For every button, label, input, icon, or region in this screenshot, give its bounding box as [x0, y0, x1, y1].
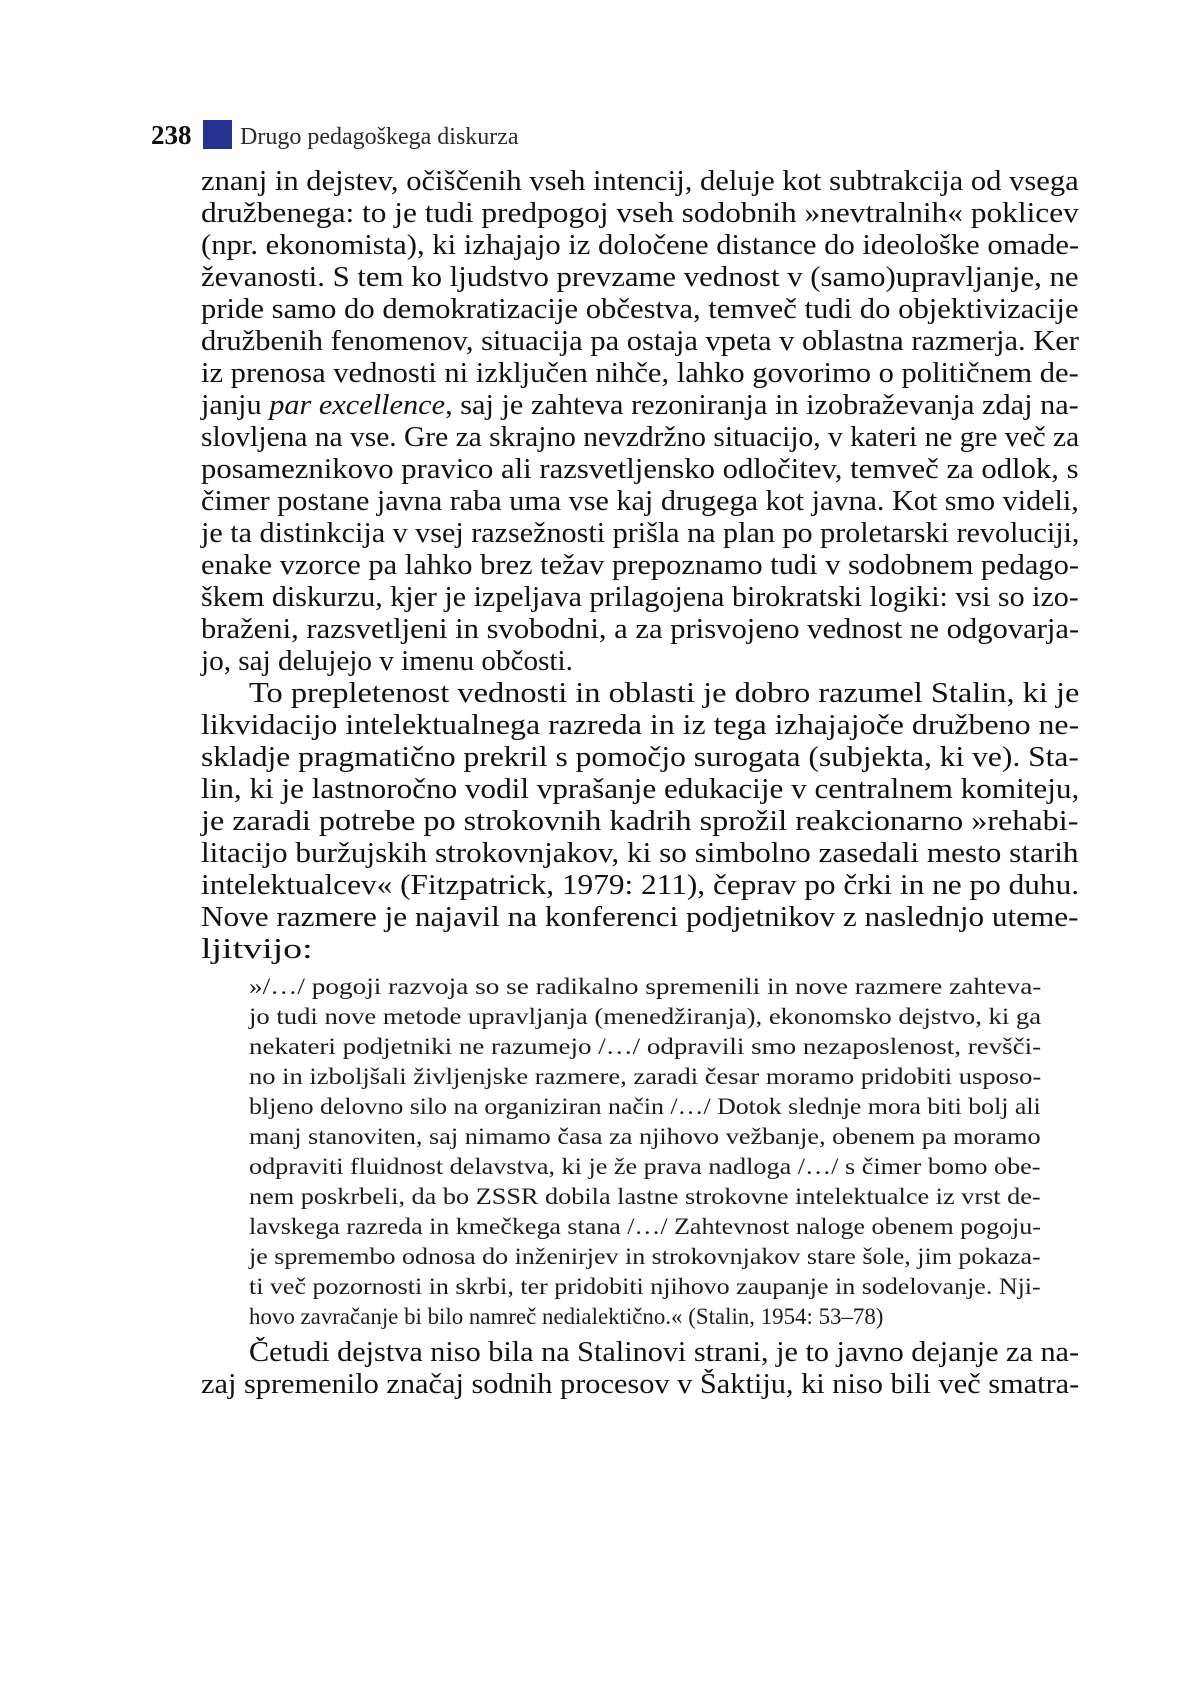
text-line: posameznikovo pravico ali razsvetljensko odločitev, temveč za odlok, s	[201, 454, 1079, 485]
quote-line: odpraviti fluidnost delavstva, ki je že prava nadloga /…/ s čimer bomo obe-	[249, 1154, 1041, 1179]
italic-term: par excellence	[269, 390, 446, 421]
text-line: (npr. ekonomista), ki izhajajo iz določene distance do ideološke omade-	[201, 230, 1080, 261]
quote-line: nekateri podjetniki ne razumejo /…/ odpravili smo nezaposlenost, revšči-	[249, 1034, 1042, 1059]
quote-line: ti več pozornosti in skrbi, ter pridobiti njihovo zaupanje in sodelovanje. Nji-	[249, 1274, 1041, 1299]
text-line: To prepletenost vednosti in oblasti je dobro razumel Stalin, ki je	[249, 678, 1080, 709]
quote-line: manj stanoviten, saj nimamo časa za njihovo vežbanje, obenem pa moramo	[249, 1124, 1041, 1149]
quote-line: hovo zavračanje bi bilo namreč nedialektično.« (Stalin, 1954: 53–78)	[249, 1304, 884, 1329]
text-line: je ta distinkcija v vsej razsežnosti prišla na plan po proletarski revoluciji,	[201, 518, 1080, 549]
text-line: likvidacijo intelektualnega razreda in iz tega izhajajoče družbeno ne-	[201, 710, 1080, 741]
text-line: škem diskurzu, kjer je izpeljava prilagojena birokratski logiki: vsi so izo-	[201, 582, 1079, 613]
text-line: lin, ki je lastnoročno vodil vprašanje edukacije v centralnem komiteju,	[201, 774, 1080, 805]
text-line: je zaradi potrebe po strokovnih kadrih sprožil reakcionarno »rehabi-	[201, 806, 1079, 837]
text-line: znanj in dejstev, očiščenih vseh intencij, deluje kot subtrakcija od vsega	[201, 166, 1079, 197]
text-line: ževanosti. S tem ko ljudstvo prevzame vednost v (samo)upravljanje, ne	[201, 262, 1079, 293]
text-line: braženi, razsvetljeni in svobodni, a za prisvojeno vednost ne odgovarja-	[201, 614, 1080, 645]
text-line-with-italic	[201, 392, 1079, 420]
text-line: iz prenosa vednosti ni izključen nihče, lahko govorimo o političnem de-	[201, 358, 1079, 389]
text-line: čimer postane javna raba uma vse kaj drugega kot javna. Kot smo videli,	[201, 486, 1079, 517]
text-fragment: janju	[201, 390, 270, 421]
text-line: enake vzorce pa lahko brez težav prepoznamo tudi v sodobnem pedago-	[201, 550, 1079, 581]
quote-line: jo tudi nove metode upravljanja (menedžiranja), ekonomsko dejstvo, ki ga	[249, 1004, 1042, 1029]
quote-line: bljeno delovno silo na organiziran način /…/ Dotok slednje mora biti bolj ali	[249, 1094, 1041, 1119]
text-line: litacijo buržujskih strokovnjakov, ki so simbolno zasedali mesto starih	[201, 838, 1079, 869]
text-line: Četudi dejstva niso bila na Stalinovi strani, je to javno dejanje za na-	[249, 1337, 1080, 1368]
header-square-ornament	[203, 120, 232, 149]
quote-line: no in izboljšali življenjske razmere, zaradi česar moramo pridobiti usposo-	[249, 1064, 1042, 1089]
page-number: 238	[151, 120, 192, 150]
quote-line: je spremembo odnosa do inženirjev in strokovnjakov stare šole, jim pokaza-	[249, 1244, 1041, 1269]
running-head: Drugo pedagoškega diskurza	[240, 124, 519, 150]
text-line: slovljena na vse. Gre za skrajno nevzdržno situacijo, v kateri ne gre več za	[201, 422, 1080, 453]
text-fragment: , saj je zahteva rezoniranja in izobraževanja zdaj na-	[445, 390, 1079, 421]
text-line: družbenih fenomenov, situacija pa ostaja vpeta v oblastna razmerja. Ker	[201, 326, 1079, 357]
text-line: Nove razmere je najavil na konferenci podjetnikov z naslednjo uteme-	[201, 902, 1079, 933]
text-line: ljitvijo:	[201, 934, 313, 965]
quote-line: nem poskrbeli, da bo ZSSR dobila lastne strokovne intelektualce iz vrst de-	[249, 1184, 1041, 1209]
text-line: družbenega: to je tudi predpogoj vseh sodobnih »nevtralnih« poklicev	[201, 198, 1079, 229]
text-line: zaj spremenilo značaj sodnih procesov v Šaktiju, ki niso bili več smatra-	[201, 1369, 1080, 1400]
text-line: jo, saj delujejo v imenu občosti.	[201, 646, 573, 677]
quote-line: lavskega razreda in kmečkega stana /…/ Zahtevnost naloge obenem pogoju-	[249, 1214, 1041, 1239]
quote-line: »/…/ pogoji razvoja so se radikalno spremenili in nove razmere zahteva-	[249, 974, 1042, 999]
text-line: pride samo do demokratizacije občestva, temveč tudi do objektivizacije	[201, 294, 1079, 325]
text-line: intelektualcev« (Fitzpatrick, 1979: 211), čeprav po črki in ne po duhu.	[201, 870, 1080, 901]
text-line: skladje pragmatično prekril s pomočjo surogata (subjekta, ki ve). Sta-	[201, 742, 1079, 773]
